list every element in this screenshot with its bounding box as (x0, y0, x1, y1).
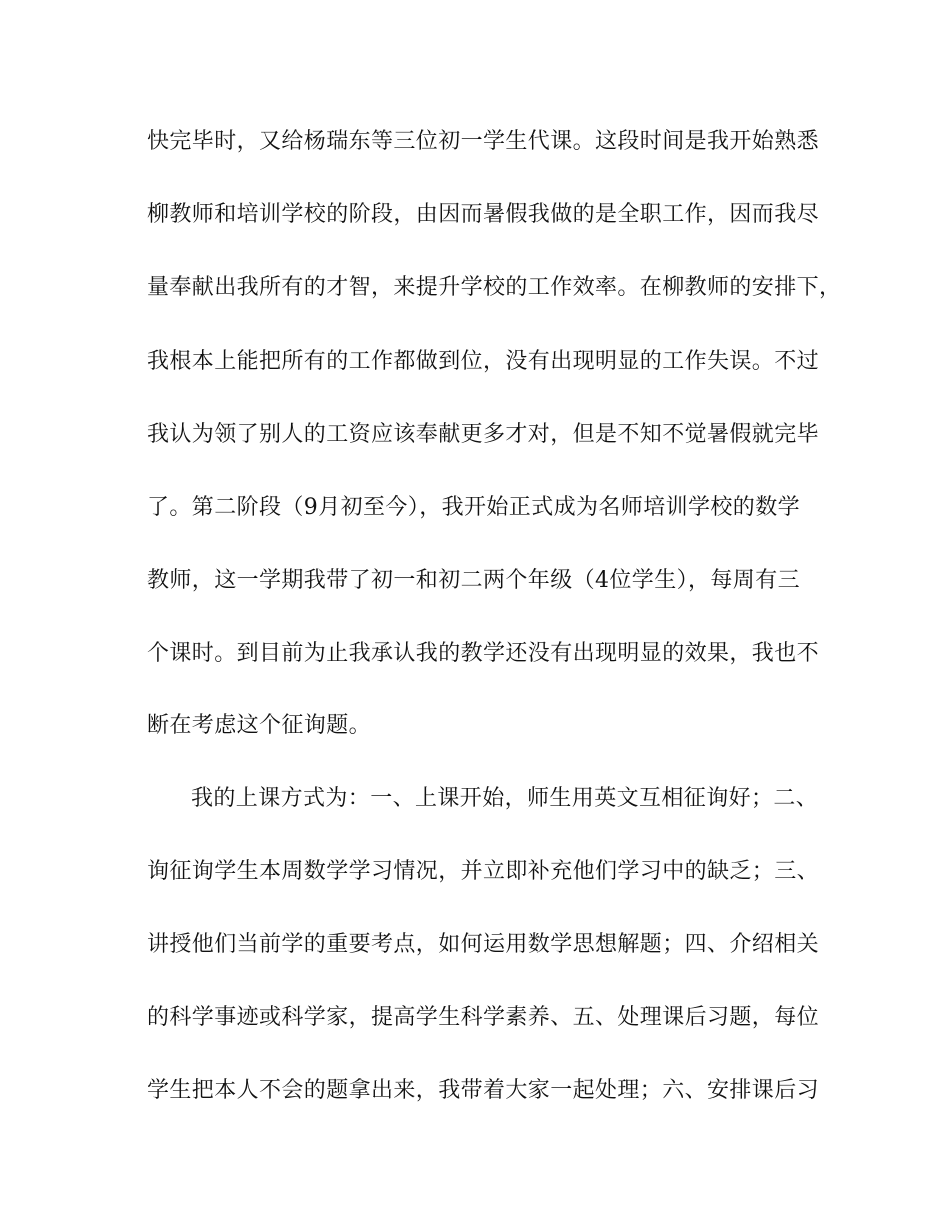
paragraph-1-line-7: 教师，这一学期我带了初一和初二两个年级（4位学生），每周有三 (147, 568, 800, 593)
paragraph-1-line-5: 我认为领了别人的工资应该奉献更多才对，但是不知不觉暑假就完毕 (147, 422, 820, 447)
paragraph-1-line-4: 我根本上能把所有的工作都做到位，没有出现明显的工作失误。不过 (147, 349, 820, 374)
paragraph-2-line-4: 的科学事迹或科学家，提高学生科学素养、五、处理课后习题，每位 (147, 1005, 820, 1030)
paragraph-1-line-8: 个课时。到目前为止我承认我的教学还没有出现明显的效果，我也不 (147, 641, 820, 666)
paragraph-2-line-5: 学生把本人不会的题拿出来，我带着大家一起处理；六、安排课后习 (147, 1078, 820, 1103)
paragraph-1-line-1: 快完毕时，又给杨瑞东等三位初一学生代课。这段时间是我开始熟悉 (147, 129, 820, 154)
paragraph-2-line-1: 我的上课方式为：一、上课开始，师生用英文互相征询好；二、 (191, 786, 819, 811)
paragraph-1-line-3: 量奉献出我所有的才智，来提升学校的工作效率。在柳教师的安排下， (147, 275, 842, 300)
paragraph-1-line-9: 断在考虑这个征询题。 (147, 713, 372, 738)
paragraph-1-line-6: 了。第二阶段（9月初至今），我开始正式成为名师培训学校的数学 (147, 495, 800, 520)
paragraph-2-line-2: 询征询学生本周数学学习情况，并立即补充他们学习中的缺乏；三、 (147, 859, 820, 884)
paragraph-2-line-3: 讲授他们当前学的重要考点，如何运用数学思想解题；四、介绍相关 (147, 932, 820, 957)
paragraph-1-line-2: 柳教师和培训学校的阶段，由因而暑假我做的是全职工作，因而我尽 (147, 202, 820, 227)
